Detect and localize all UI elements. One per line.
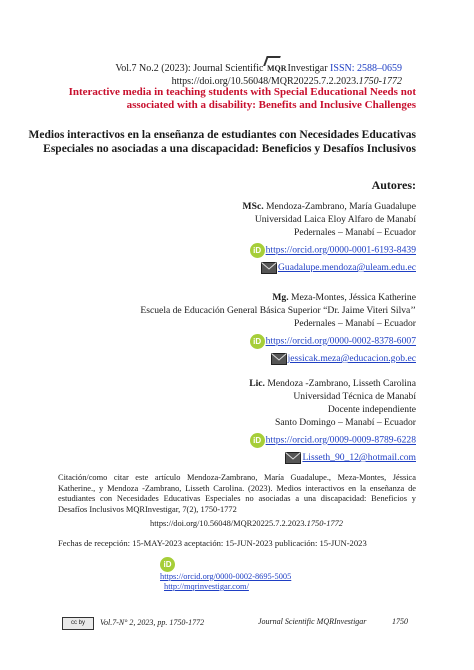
author-name: Mendoza-Zambrano, María Guadalupe bbox=[266, 201, 416, 212]
doi-link[interactable]: https://doi.org/10.56048/MQR20225.7.2.2023. bbox=[171, 76, 359, 87]
journal-links bbox=[160, 572, 291, 592]
author-location: Pedernales – Manabí – Ecuador bbox=[293, 318, 416, 329]
envelope-icon bbox=[261, 262, 277, 274]
author-name: Meza-Montes, Jéssica Katherine bbox=[291, 292, 416, 303]
authors-heading: Autores: bbox=[371, 178, 416, 192]
author-location: Pedernales – Manabí – Ecuador bbox=[293, 227, 416, 238]
author-block-2 bbox=[56, 291, 416, 365]
volume-text: Vol.7 No.2 (2023): Journal Scientific bbox=[115, 63, 264, 74]
envelope-icon bbox=[285, 452, 301, 464]
author-location: Santo Domingo – Manabí – Ecuador bbox=[275, 417, 416, 428]
author-affiliation: Escuela de Educación General Básica Superior “Dr. Jaime Viteri Silva’’ bbox=[140, 305, 416, 316]
doi-pages: 1750-1772 bbox=[358, 76, 402, 87]
orcid-icon: iD bbox=[250, 243, 265, 258]
author-extra: Docente independiente bbox=[327, 404, 416, 415]
footer-journal: Journal Scientific MQRInvestigar bbox=[258, 617, 367, 626]
doi-repeat-pages: 1750-1772 bbox=[306, 519, 343, 528]
orcid-icon: iD bbox=[250, 433, 265, 448]
journal-orcid-badge bbox=[160, 555, 176, 573]
citation-text: Citación/como citar este artículo Mendoza-Zambrano, María Guadalupe., Meza-Montes, Jéssica Katherine., y Mendoza -Zambrano, Lisseth Carolina. (2023). Medios interactivos en la enseñanza de estudiantes con Necesidades Educativas Especiales no asociadas a una discapacidad: Beneficios y Desafíos Inclusivos MQRInvestigar, 7(2), 1750-1772 bbox=[58, 473, 416, 514]
orcid-link[interactable]: https://orcid.org/0000-0002-8378-6007 bbox=[265, 335, 416, 347]
author-degree: Lic. bbox=[249, 378, 265, 389]
author-degree: MSc. bbox=[242, 201, 264, 212]
envelope-icon bbox=[271, 353, 287, 365]
email-link[interactable]: Guadalupe.mendoza@uleam.edu.ec bbox=[277, 262, 416, 273]
orcid-icon: iD bbox=[160, 557, 175, 572]
orcid-link[interactable]: https://orcid.org/0009-0009-8789-6228 bbox=[265, 434, 416, 446]
cc-license-icon: cc by bbox=[62, 617, 94, 630]
page-footer bbox=[62, 617, 414, 630]
orcid-link[interactable]: https://orcid.org/0000-0001-6193-8439 bbox=[265, 244, 416, 256]
author-block-1 bbox=[56, 200, 416, 274]
journal-url-link[interactable]: http://mqrinvestigar.com/ bbox=[164, 582, 249, 591]
orcid-icon: iD bbox=[250, 334, 265, 349]
footer-page-number: 1750 bbox=[392, 617, 408, 626]
dates-text: Fechas de recepción: 15-MAY-2023 aceptación: 15-JUN-2023 publicación: 15-JUN-2023 bbox=[58, 538, 367, 548]
author-affiliation: Universidad Técnica de Manabí bbox=[293, 391, 416, 402]
brand-text: Investigar bbox=[287, 63, 328, 74]
spanish-title: Medios interactivos en la enseñanza de estudiantes con Necesidades Educativas Especiales no asociadas a una discapacidad: Beneficios y Desafíos Inclusivos bbox=[28, 129, 416, 155]
author-degree: Mg. bbox=[272, 292, 289, 303]
author-affiliation: Universidad Laica Eloy Alfaro de Manabí bbox=[254, 214, 416, 225]
email-link[interactable]: Lisseth_90_12@hotmail.com bbox=[302, 452, 416, 463]
issn-text: ISSN: 2588–0659 bbox=[330, 63, 402, 74]
footer-volume: Vol.7-N° 2, 2023, pp. 1750-1772 bbox=[100, 618, 205, 628]
author-name: Mendoza -Zambrano, Lisseth Carolina bbox=[267, 378, 416, 389]
journal-header bbox=[22, 62, 402, 88]
journal-orcid-link[interactable]: https://orcid.org/0000-0002-8695-5005 bbox=[160, 572, 292, 581]
email-link[interactable]: jessicak.meza@educacion.gob.ec bbox=[287, 353, 416, 364]
journal-logo: MQR bbox=[266, 64, 287, 73]
english-title: Interactive media in teaching students with Special Educational Needs not associated with a disability: Benefits and Inclusive Challenges bbox=[68, 86, 416, 111]
doi-repeat-link[interactable]: https://doi.org/10.56048/MQR20225.7.2.2023. bbox=[150, 519, 307, 528]
author-block-3 bbox=[56, 377, 416, 464]
doi-repeat bbox=[150, 519, 343, 528]
